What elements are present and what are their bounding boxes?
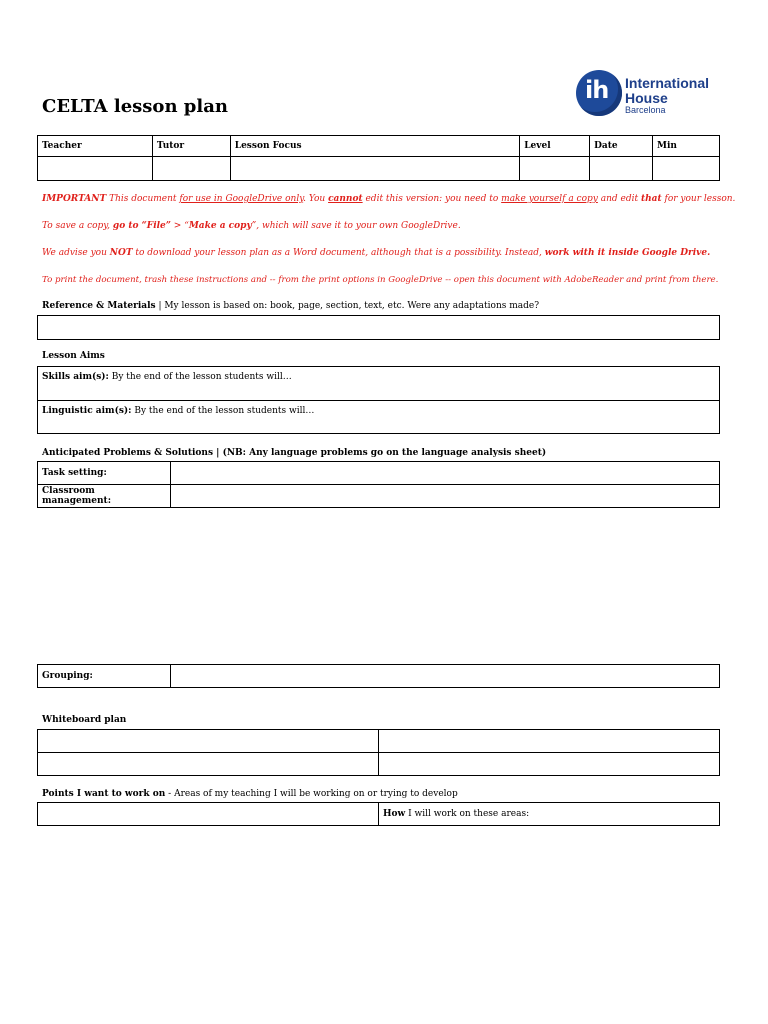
- linguistic-aim-cell[interactable]: Linguistic aim(s): By the end of the lesson students will…: [38, 401, 720, 434]
- classroom-management-field[interactable]: [171, 485, 720, 508]
- whiteboard-table: [37, 729, 720, 776]
- logo-line-1: International: [625, 75, 710, 91]
- problems-table: [37, 461, 720, 508]
- task-setting-label: Task setting:: [38, 462, 171, 485]
- advise-note: We advise you NOT to download your lesson plan as a Word document, although that is a possibility. Instead, work with it inside Google Drive.: [42, 248, 711, 258]
- level-field[interactable]: [520, 157, 590, 181]
- tutor-field[interactable]: [152, 157, 230, 181]
- min-header: Min: [653, 136, 720, 157]
- how-field[interactable]: How I will work on these areas:: [379, 803, 720, 826]
- lesson-focus-header: Lesson Focus: [230, 136, 519, 157]
- lesson-aims-table: [37, 366, 720, 434]
- grouping-table: [37, 664, 720, 688]
- page-title: CELTA lesson plan: [42, 96, 228, 117]
- level-header: Level: [520, 136, 590, 157]
- whiteboard-heading: Whiteboard plan: [42, 715, 127, 725]
- lesson-header-table: [37, 135, 720, 181]
- reference-label: Reference & Materials | My lesson is based on: book, page, section, text, etc. Were any adaptations made?: [42, 301, 540, 311]
- logo-line-3: Barcelona: [625, 105, 666, 115]
- grouping-label: Grouping:: [38, 665, 171, 688]
- task-setting-field[interactable]: [171, 462, 720, 485]
- teacher-header: Teacher: [38, 136, 153, 157]
- reference-field[interactable]: [37, 315, 720, 340]
- lesson-aims-heading: Lesson Aims: [42, 351, 105, 361]
- ih-logo-icon: [576, 70, 622, 116]
- whiteboard-cell[interactable]: [38, 753, 379, 776]
- save-copy-note: To save a copy, go to “File” > “Make a copy”, which will save it to your own GoogleDrive.: [42, 221, 461, 231]
- lesson-focus-field[interactable]: [230, 157, 519, 181]
- whiteboard-cell[interactable]: [379, 730, 720, 753]
- whiteboard-cell[interactable]: [38, 730, 379, 753]
- skills-aim-cell[interactable]: Skills aim(s): By the end of the lesson students will…: [38, 367, 720, 401]
- teacher-field[interactable]: [38, 157, 153, 181]
- whiteboard-cell[interactable]: [379, 753, 720, 776]
- important-note: IMPORTANT This document for use in GoogleDrive only. You cannot edit this version: you need to make yourself a copy and edit that for your lesson.: [42, 194, 736, 204]
- logo-mark: ih: [585, 76, 609, 104]
- points-field[interactable]: [38, 803, 379, 826]
- tutor-header: Tutor: [152, 136, 230, 157]
- logo-line-2: House: [625, 90, 668, 106]
- min-field[interactable]: [653, 157, 720, 181]
- date-field[interactable]: [590, 157, 653, 181]
- classroom-management-label: Classroom management:: [38, 485, 171, 508]
- points-table: [37, 802, 720, 826]
- points-label: Points I want to work on - Areas of my teaching I will be working on or trying to develop: [42, 789, 458, 799]
- date-header: Date: [590, 136, 653, 157]
- problems-heading: Anticipated Problems & Solutions | (NB: Any language problems go on the language analysis sheet): [42, 448, 547, 458]
- print-note: To print the document, trash these instructions and -- from the print options in GoogleDrive -- open this document with AdobeReader and print from there.: [42, 275, 719, 285]
- grouping-field[interactable]: [171, 665, 720, 688]
- international-house-logo: [576, 70, 716, 120]
